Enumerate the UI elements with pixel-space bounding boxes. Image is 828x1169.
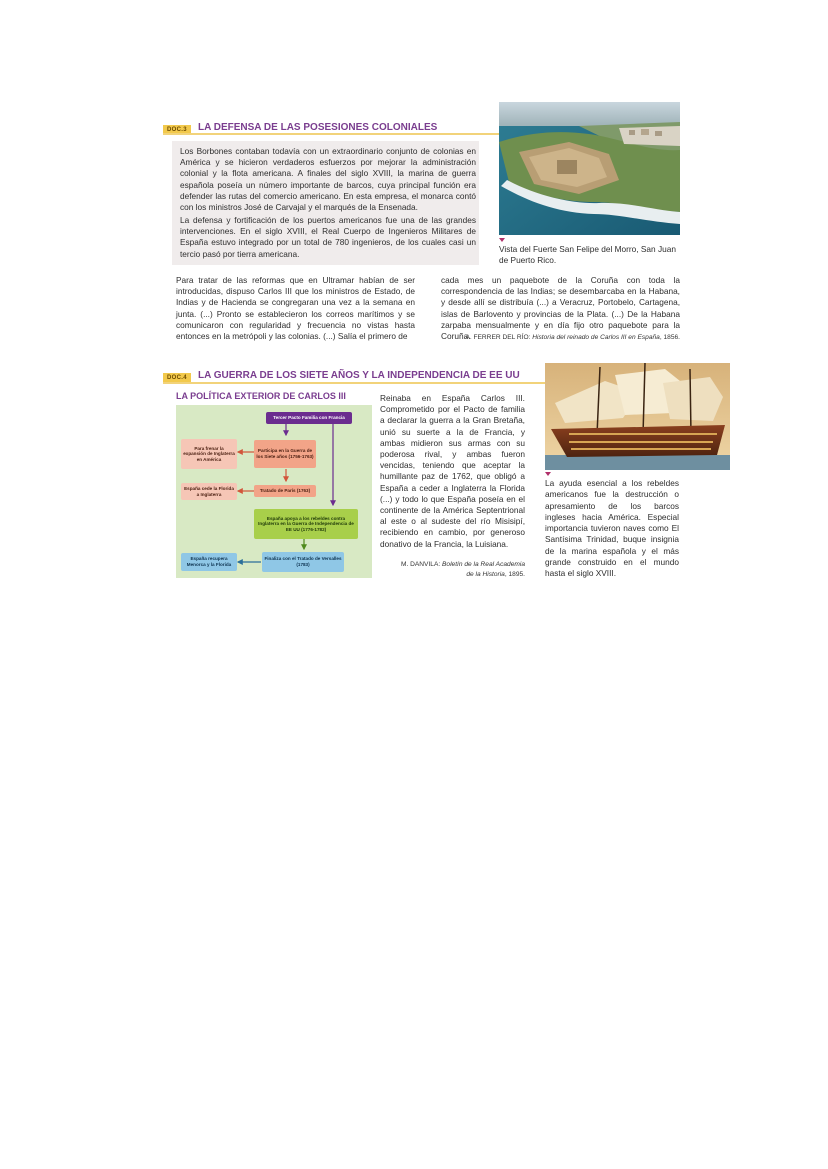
node-seven-years-war: Participa en la Guerra de los Siete años (1756-1763) — [254, 440, 316, 468]
doc4-quote: Reinaba en España Carlos III. Comprometido por el Pacto de familia a declarar la guerra a la Gran Bretaña, unió su suerte a la de Francia, y ambas midieron sus armas con su poderosa rival, y ambas fueron vencidas, teniendo que aceptar la humillante paz de 1762, que obligó a España a ceder a Inglaterra la Florida (...) y todo lo que España poseía en el continente de la América Septentrional al este o al sudeste del río Misisipí, recibiendo en cambio, por generoso donativo de la Francia, la Luisiana. — [380, 393, 525, 549]
doc3-quote-column-1: Para tratar de las reformas que en Ultramar habían de ser introducidas, dispuso Carlos III que los ministros de Estado, de Indias y de Hacienda se congregaran una vez a la semana en junta. (...) Pronto se establecieron los correos marítimos y se comunicaron con regularidad y frecuencia no vistas hasta entonces en la metrópoli y las colonias. (...) Salía el primero de — [176, 275, 415, 342]
ship-illustration — [545, 363, 730, 470]
foreign-policy-diagram — [176, 405, 372, 578]
doc3-title-rule — [163, 133, 499, 135]
doc3-citation — [441, 334, 680, 341]
doc4-citation-work-line2: de la Historia — [466, 570, 505, 578]
node-spain-supports-rebels: España apoya a los rebeldes contra Inglaterra en la Guerra de Independencia de EE UU (1776-1782) — [254, 509, 358, 539]
doc4-title: LA GUERRA DE LOS SIETE AÑOS Y LA INDEPENDENCIA DE EE UU — [198, 370, 520, 381]
fort-illustration — [499, 102, 680, 235]
doc4-subtitle: LA POLÍTICA EXTERIOR DE CARLOS III — [176, 391, 346, 401]
node-treaty-of-versailles: Finaliza con el Tratado de Versalles (1783) — [262, 552, 344, 572]
doc3-quote-column-2: cada mes un paquebote de la Coruña con toda la correspondencia de las Indias; se desembarcaba en la Habana, y desde allí se distribuía (...) a Veracruz, Portobelo, Cartagena, islas de Barlovento y provincias de la Plata. (...) De la Habana zarpaba mensualmente y en día fijo otro paquebote para la Coruña. — [441, 275, 680, 342]
fort-photo-caption: Vista del Fuerte San Felipe del Morro, San Juan de Puerto Rico. — [499, 244, 676, 266]
node-treaty-of-paris: Tratado de París (1763) — [254, 485, 316, 497]
ship-photo-caption: La ayuda esencial a los rebeldes americanos fue la destrucción o apresamiento de los barcos ingleses hacia América. Especial importancia tuvieron naves como El Santísima Trinidad, buque insignia de la marina española y el más grande construido en el mundo hasta el siglo XVIII. — [545, 478, 679, 579]
doc4-tag: DOC.4 — [163, 373, 191, 383]
node-spain-recovers-menorca-florida: España recupera Menorca y la Florida — [181, 553, 237, 571]
doc3-title: LA DEFENSA DE LAS POSESIONES COLONIALES — [198, 122, 438, 133]
ship-caption-marker — [545, 472, 551, 476]
doc3-intro-paragraph-2: La defensa y fortificación de los puertos americanos fue una de las grandes intervenciones. En el siglo XVIII, el Real Cuerpo de Ingenieros Militares de España estuvo integrado por un total de 780 ingenieros, de los cuales casi un tercio pasó por tierra americana. — [180, 215, 476, 259]
doc3-citation-author: A. FERRER DEL RÍO: — [465, 334, 531, 341]
fort-caption-marker — [499, 238, 505, 242]
doc4-citation-work-line1: Boletín de la Real Academia — [442, 561, 525, 568]
node-spain-cedes-florida: España cede la Florida a Inglaterra — [181, 483, 237, 500]
doc4-title-rule — [163, 382, 545, 384]
doc3-citation-work: Historia del reinado de Carlos III en España — [532, 334, 660, 341]
node-stop-england-expansion: Para frenar la expansión de Inglaterra en América — [181, 439, 237, 469]
doc4-citation-author: M. DANVILA: — [400, 561, 441, 568]
fort-photo — [499, 102, 680, 235]
doc3-intro-paragraph-1: Los Borbones contaban todavía con un extraordinario conjunto de colonias en América y se hicieron verdaderos esfuerzos por mejorar la administración colonial y la flota americana. A finales del siglo XVIII, la marina de guerra española poseía un número importante de barcos, cuya principal función era defender las rutas del comercio americano. En esta empresa, el monarca contó con los ministros José de Carvajal y el marqués de la Ensenada. — [180, 146, 476, 213]
doc3-citation-year: , 1856. — [659, 334, 680, 341]
doc4-citation-year: , 1895. — [504, 570, 525, 578]
doc4-citation — [380, 560, 525, 579]
node-third-family-pact: Tercer Pacto Familia con Francia — [266, 412, 352, 424]
doc3-tag: DOC.3 — [163, 125, 191, 135]
ship-photo — [545, 363, 730, 470]
